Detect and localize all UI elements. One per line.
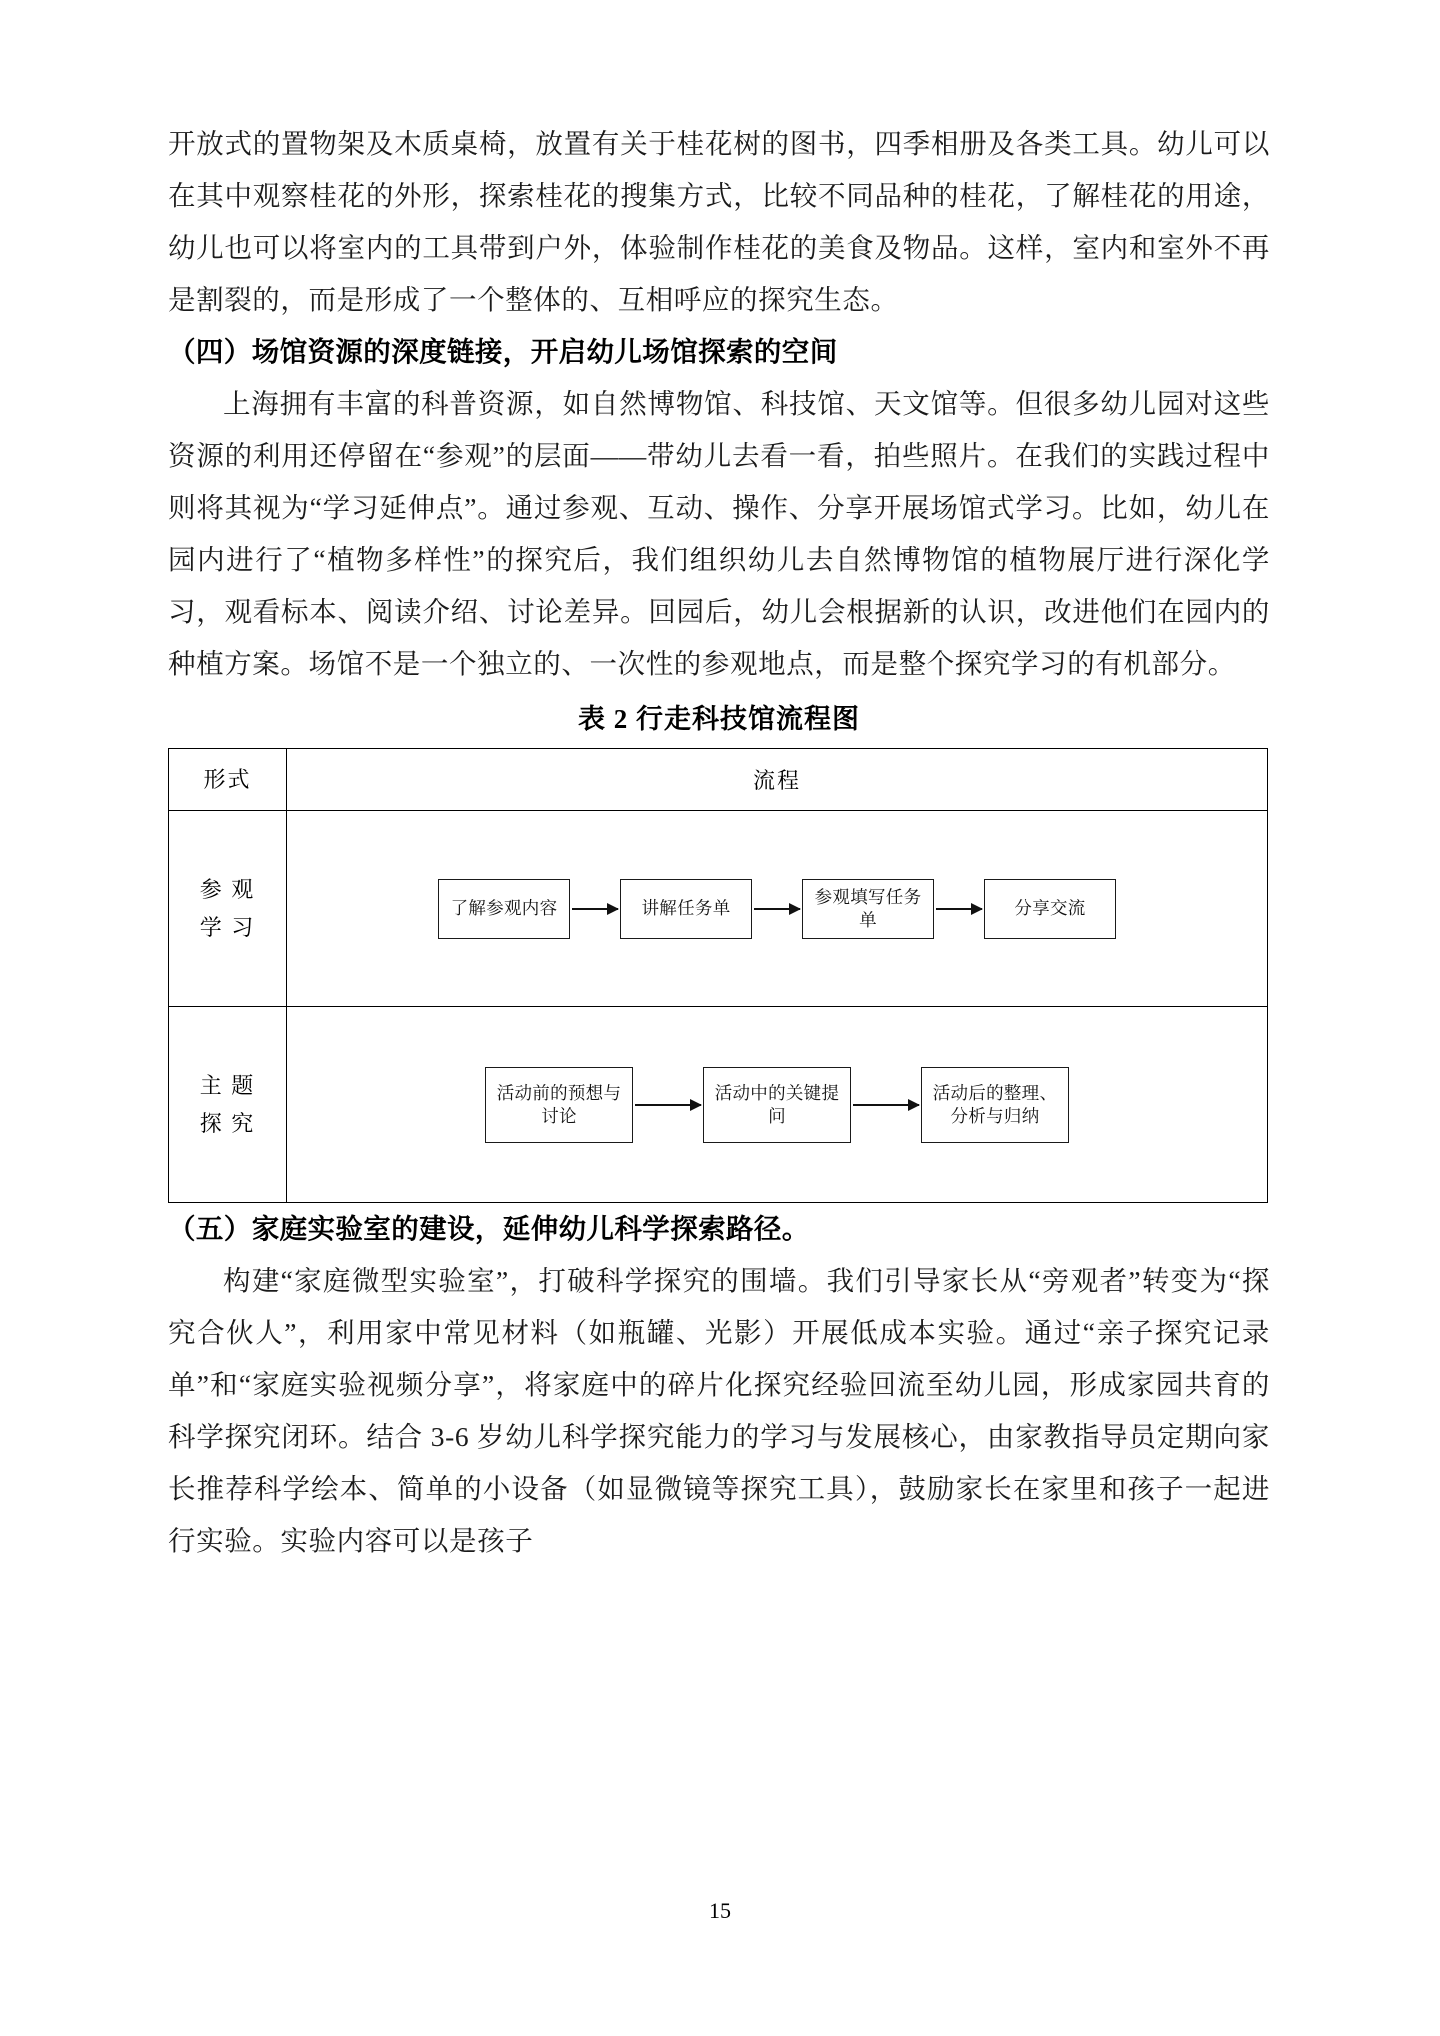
section-heading-4: （四）场馆资源的深度链接，开启幼儿场馆探索的空间: [168, 336, 838, 367]
paragraph-section-4: 上海拥有丰富的科普资源，如自然博物馆、科技馆、天文馆等。但很多幼儿园对这些资源的利用还停留在“参观”的层面——带幼儿去看一看，拍些照片。在我们的实践过程中则将其视为“学习延伸点”。通过参观、互动、操作、分享开展场馆式学习。比如，幼儿在园内进行了“植物多样性”的探究后，我们组织幼儿去自然博物馆的植物展厅进行深化学习，观看标本、阅读介绍、讨论差异。回园后，幼儿会根据新的认识，改进他们在园内的种植方案。场馆不是一个独立的、一次性的参观地点，而是整个探究学习的有机部分。: [168, 388, 1270, 679]
row-label-line2: 学 习: [199, 914, 256, 940]
table-header-form: 形式: [169, 749, 287, 811]
arrow-icon: [936, 908, 982, 910]
flow-step-box: 讲解任务单: [620, 879, 752, 939]
flow-step-box: 参观填写任务单: [802, 879, 934, 939]
row-label-line1: 参 观: [199, 876, 256, 902]
paragraph-intro: 开放式的置物架及木质桌椅，放置有关于桂花树的图书，四季相册及各类工具。幼儿可以在其中观察桂花的外形，探索桂花的搜集方式，比较不同品种的桂花，了解桂花的用途，幼儿也可以将室内的工具带到户外，体验制作桂花的美食及物品。这样，室内和室外不再是割裂的，而是形成了一个整体的、互相呼应的探究生态。: [168, 128, 1270, 315]
flowchart-visit-learning: [287, 811, 1267, 1006]
row-label-theme: [169, 1007, 287, 1203]
paragraph-section-5: 构建“家庭微型实验室”，打破科学探究的围墙。我们引导家长从“旁观者”转变为“探究合伙人”，利用家中常见材料（如瓶罐、光影）开展低成本实验。通过“亲子探究记录单”和“家庭实验视频分享”，将家庭中的碎片化探究经验回流至幼儿园，形成家园共育的科学探究闭环。结合 3-6 岁幼儿科学探究能力的学习与发展核心，由家教指导员定期向家长推荐科学绘本、简单的小设备（如显微镜等探究工具），鼓励家长在家里和孩子一起进行实验。实验内容可以是孩子: [168, 1265, 1270, 1556]
table-caption: 表 2 行走科技馆流程图: [578, 704, 860, 734]
row-label-line1: 主 题: [199, 1072, 256, 1098]
table-header-row: [169, 749, 1268, 811]
arrow-icon: [754, 908, 800, 910]
row-label-line2: 探 究: [199, 1110, 256, 1136]
arrow-icon: [853, 1104, 919, 1106]
flow-step-box: 活动前的预想与讨论: [485, 1067, 633, 1143]
arrow-icon: [635, 1104, 701, 1106]
row-label-visit: [169, 811, 287, 1007]
page-number: 15: [709, 1898, 731, 1923]
flow-step-box: 分享交流: [984, 879, 1116, 939]
flow-table: [168, 748, 1268, 1203]
section-heading-5: （五）家庭实验室的建设，延伸幼儿科学探索路径。: [168, 1213, 810, 1244]
flow-step-box: 活动中的关键提问: [703, 1067, 851, 1143]
page-content: [168, 118, 1270, 1567]
table-row: [169, 1007, 1268, 1203]
table-row: [169, 811, 1268, 1007]
flow-step-box: 了解参观内容: [438, 879, 570, 939]
arrow-icon: [572, 908, 618, 910]
table-header-flow: 流程: [752, 768, 801, 793]
flow-step-box: 活动后的整理、分析与归纳: [921, 1067, 1069, 1143]
flowchart-theme-inquiry: [287, 1007, 1267, 1202]
